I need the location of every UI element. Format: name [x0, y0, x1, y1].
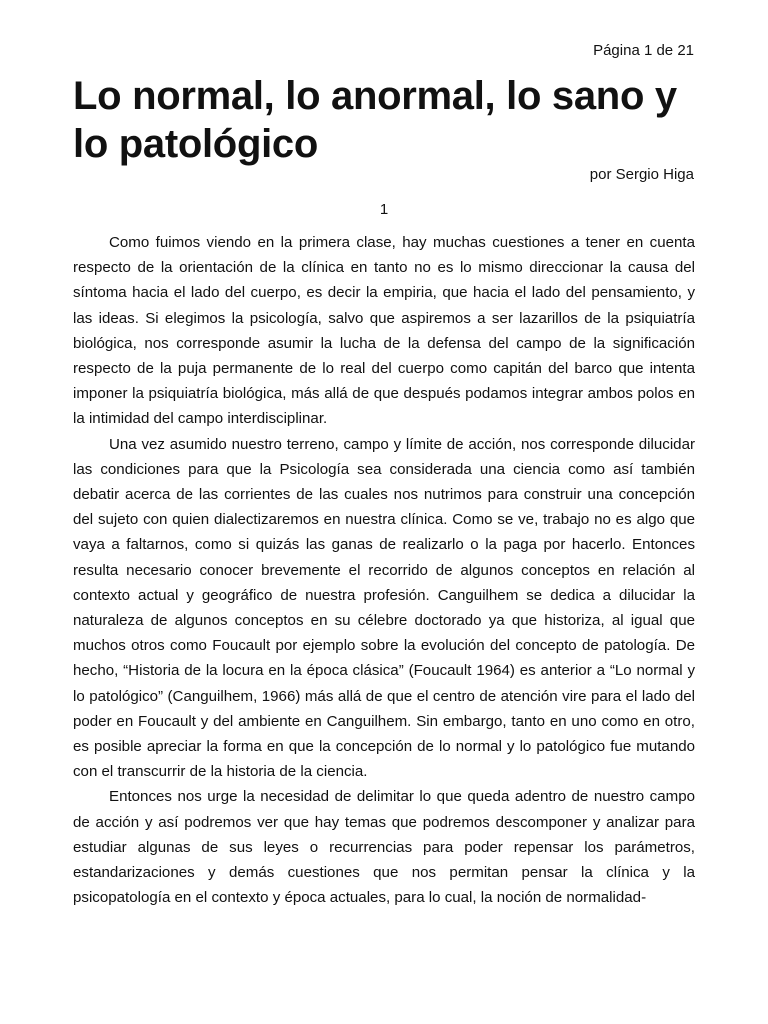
paragraph: Una vez asumido nuestro terreno, campo y límite de acción, nos corresponde dilucidar las condiciones para que la Psicología sea considerada una ciencia como así también debatir acerca de las corrientes de las cuales nos nutrimos para construir una concepción del sujeto con quien dialectizaremos en nuestra clínica. Como se ve, trabajo no es algo que vaya a faltarnos, como si quizás las ganas de realizarlo o la paga por hacerlo. Entonces resulta necesario conocer brevemente el recorrido de algunos conceptos en relación al contexto actual y geográfico de nuestra profesión. Canguilhem se dedica a dilucidar la naturaleza de algunos conceptos en su célebre doctorado ya que historiza, al igual que muchos otros como Foucault por ejemplo sobre la evolución del concepto de patología. De hecho, “Historia de la locura en la época clásica” (Foucault 1964) es anterior a “Lo normal y lo patológico” (Canguilhem, 1966) más allá de que el centro de atención vire para el lado del poder en Foucault y del ambiente en Canguilhem. Sin embargo, tanto en uno como en otro, es posible apreciar la forma en que la concepción de lo normal y lo patológico fue mutando con el transcurrir de la historia de la ciencia.	[73, 435, 695, 781]
paragraph: Como fuimos viendo en la primera clase, hay muchas cuestiones a tener en cuenta respecto de la orientación de la clínica en tanto no es lo mismo direccionar la causa del síntoma hacia el lado del cuerpo, es decir la empiria, que hacia el lado del pensamiento, y las ideas. Si elegimos la psicología, salvo que aspiremos a ser lazarillos de la psiquiatría biológica, nos corresponde asumir la lucha de la defensa del campo de la significación respecto de la puja permanente de lo real del cuerpo como capitán del barco que intenta imponer la psiquiatría biológica, más allá de que después podamos integrar ambos polos en la intimidad del campo interdisciplinar.	[73, 234, 695, 428]
section-number: 1	[379, 201, 389, 218]
document-title: Lo normal, lo anormal, lo sano y lo patológico	[73, 74, 677, 166]
author-byline: por Sergio Higa	[589, 166, 694, 183]
page-indicator: Página 1 de 21	[593, 42, 694, 59]
document-body	[73, 230, 695, 910]
paragraph: Entonces nos urge la necesidad de delimitar lo que queda adentro de nuestro campo de acción y así podremos ver que hay temas que podremos descomponer y analizar para estudiar algunas de sus leyes o recurrencias para poder repensar los parámetros, estandarizaciones y demás cuestiones que nos permitan pensar la clínica y la psicopatología en el contexto y época actuales, para lo cual, la noción de normalidad-	[73, 788, 695, 907]
